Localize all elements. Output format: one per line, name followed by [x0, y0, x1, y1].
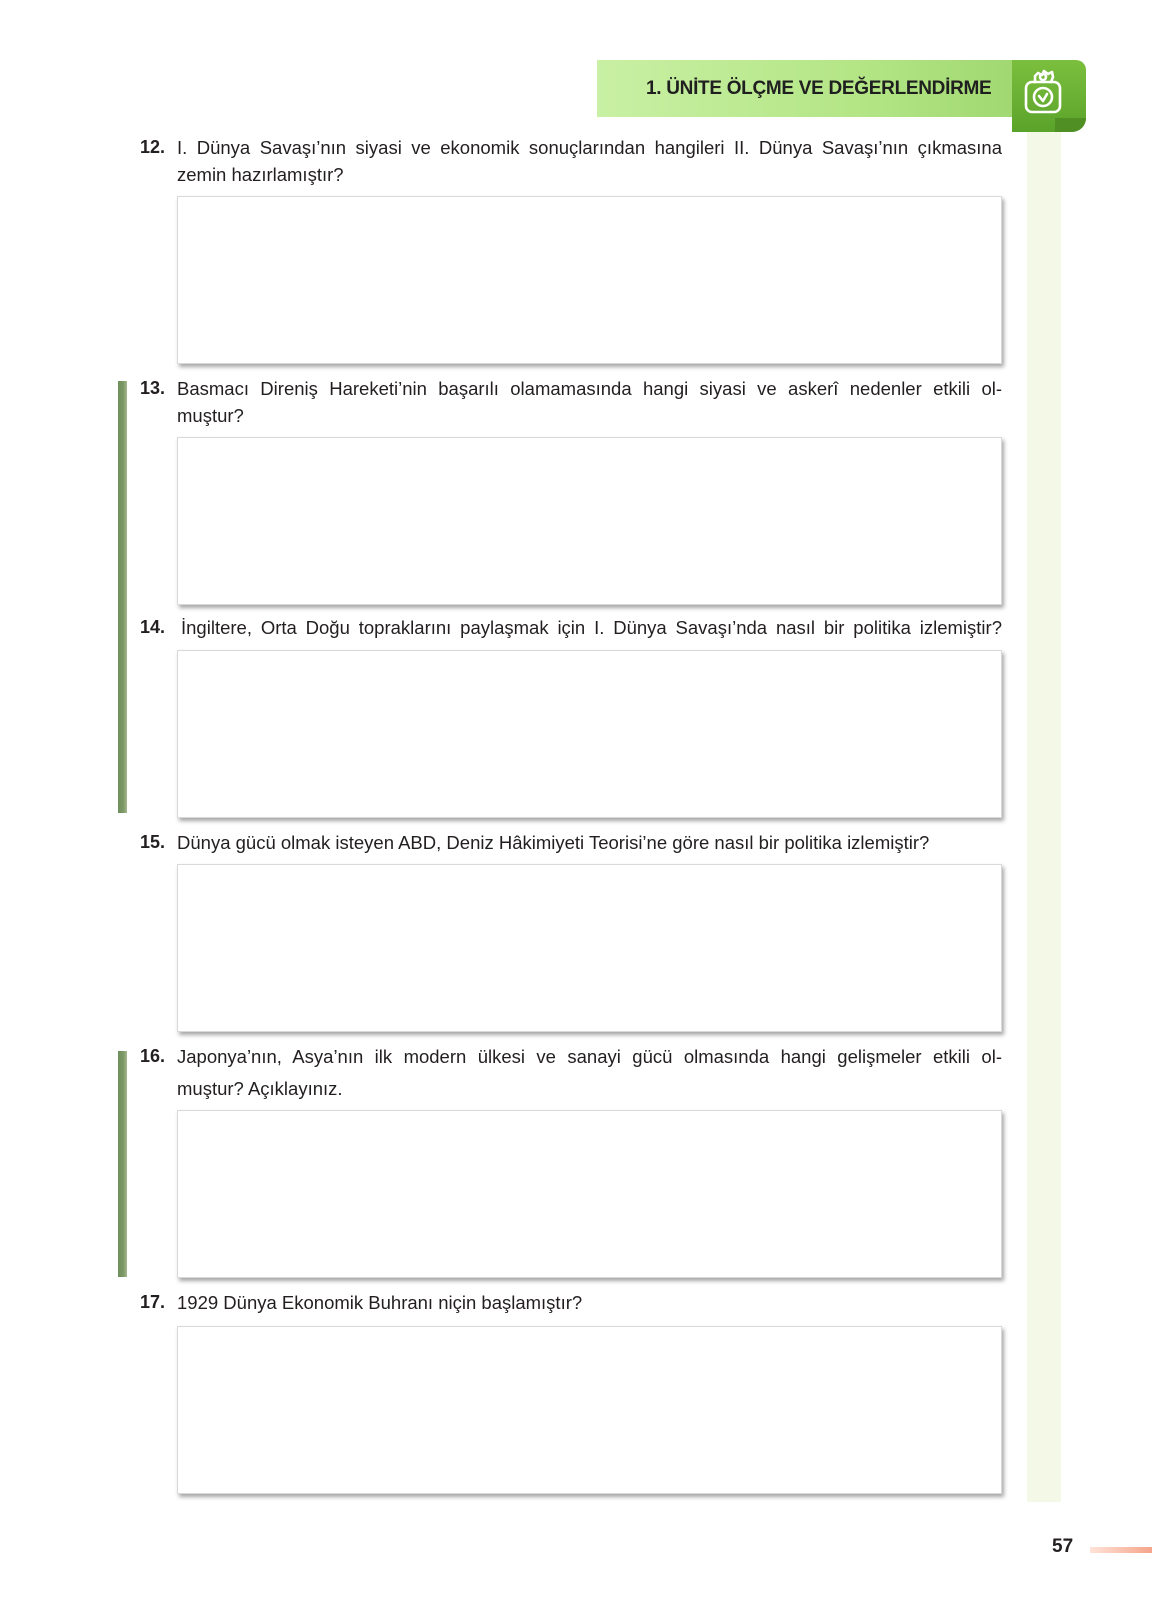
question-number-12: 12.: [140, 137, 166, 157]
accent-bar-13-14: [118, 381, 127, 813]
answer-box-12[interactable]: [177, 196, 1002, 364]
question-13-text-before: Basmacı Direniş Hareketi’nin başarılı: [177, 378, 499, 399]
answer-box-17[interactable]: [177, 1326, 1002, 1494]
answer-box-14[interactable]: [177, 650, 1002, 818]
question-number-15: 15.: [140, 832, 166, 852]
answer-box-13[interactable]: [177, 437, 1002, 605]
question-number-16: 16.: [140, 1046, 166, 1066]
answer-box-15[interactable]: [177, 864, 1002, 1032]
side-margin-strip: [1027, 122, 1061, 1502]
page-number: 57: [1052, 1536, 1074, 1557]
question-16-text-line-1: Japonya’nın, Asya’nın ilk modern ülkesi ve sanayi gücü olmasında hangi gelişmeler etkili ol-: [177, 1046, 1002, 1067]
gear-check-icon: [1018, 64, 1068, 116]
question-13-text-after: hangi siyasi ve askerî nedenler etkili ol-: [642, 378, 1002, 399]
question-12-text-line-2: zemin hazırlamıştır?: [177, 164, 344, 185]
unit-header-title: 1. ÜNİTE ÖLÇME VE DEĞERLENDİRME: [646, 78, 992, 99]
page-edge-tab: [1090, 1547, 1152, 1553]
question-number-14: 14.: [140, 617, 166, 637]
question-13-text-line-1: [177, 378, 1002, 400]
question-number-17: 17.: [140, 1292, 166, 1312]
question-15-text-line-1: Dünya gücü olmak isteyen ABD, Deniz Hâkimiyeti Teorisi’ne göre nasıl bir politika izlemiştir?: [177, 832, 930, 853]
question-number-13: 13.: [140, 378, 166, 398]
question-17-text-line-1: 1929 Dünya Ekonomik Buhranı niçin başlamıştır?: [177, 1292, 583, 1313]
accent-bar-16: [118, 1051, 127, 1277]
question-13-text-line-2: muştur?: [177, 405, 244, 426]
question-14-text-line-1: İngiltere, Orta Doğu topraklarını paylaşmak için I. Dünya Savaşı’nda nasıl bir politika izlemiştir?: [181, 617, 1002, 638]
question-13-underlined-word: olamamasında: [510, 378, 632, 399]
question-16-text-line-2: muştur? Açıklayınız.: [177, 1078, 343, 1099]
unit-header-tab-fold: [1055, 118, 1086, 132]
question-12-text-line-1: I. Dünya Savaşı’nın siyasi ve ekonomik sonuçlarından hangileri II. Dünya Savaşı’nın çıkmasına: [177, 137, 1002, 158]
answer-box-16[interactable]: [177, 1110, 1002, 1278]
